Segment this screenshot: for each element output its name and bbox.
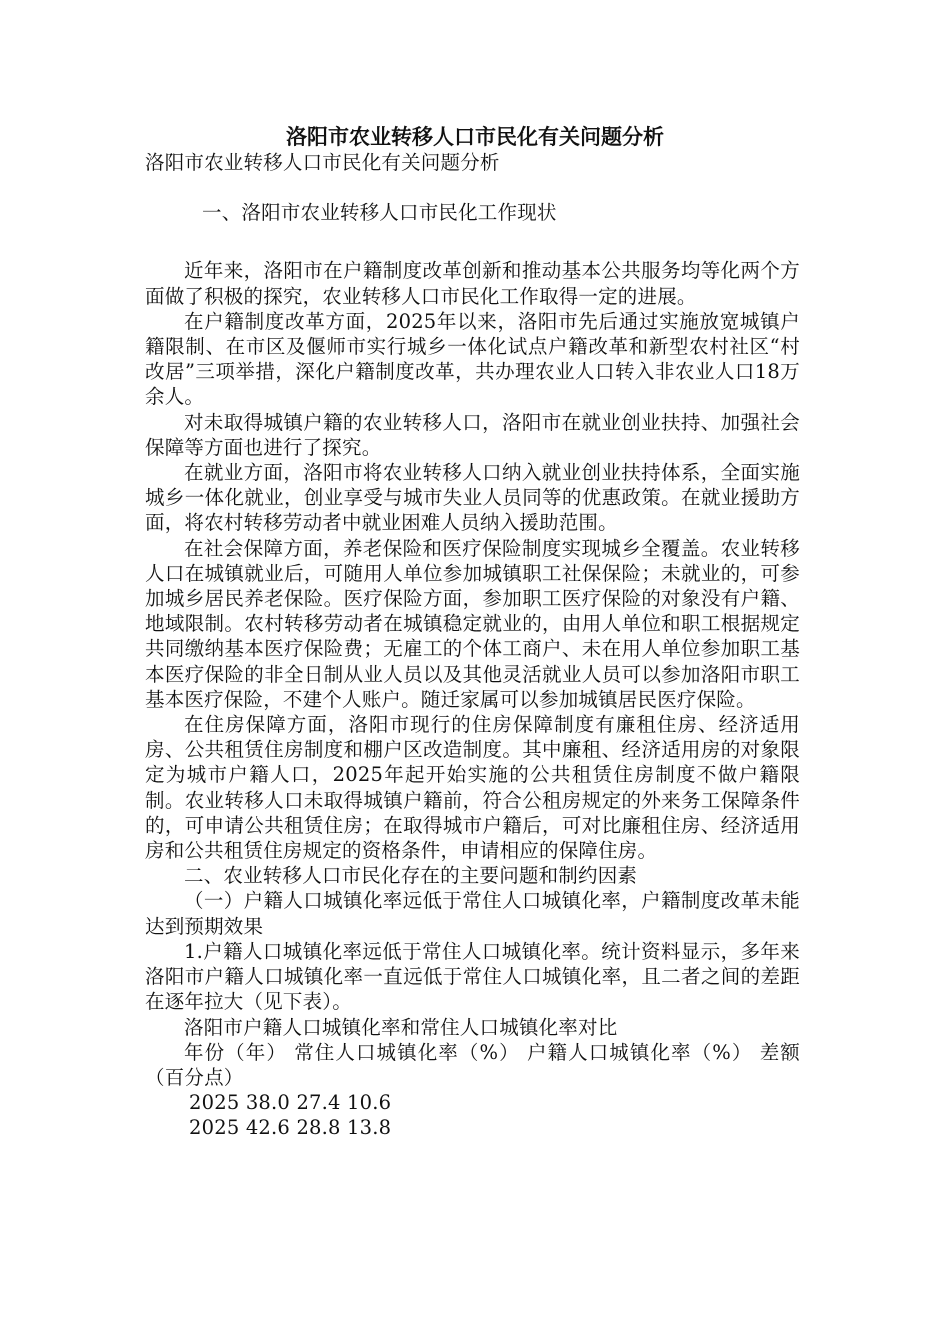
paragraph: 对未取得城镇户籍的农业转移人口，洛阳市在就业创业扶持、加强社会保障等方面也进行了探究。 [145,410,800,459]
document-title: 洛阳市农业转移人口市民化有关问题分析 [286,125,664,149]
document-subtitle: 洛阳市农业转移人口市民化有关问题分析 [145,151,500,174]
paragraph: 在社会保障方面，养老保险和医疗保险制度实现城乡全覆盖。农业转移人口在城镇就业后，可随用人单位参加城镇职工社保保险；未就业的，可参加城乡居民养老保险。医疗保险方面，参加职工医疗保险的对象没有户籍、地域限制。农村转移劳动者在城镇稳定就业的，由用人单位和职工根据规定共同缴纳基本医疗保险费；无雇工的个体工商户、未在用人单位参加职工基本医疗保险的非全日制从业人员以及其他灵活就业人员可以参加洛阳市职工基本医疗保险，不建个人账户。随迁家属可以参加城镇居民医疗保险。 [145,536,800,711]
section-heading: 一、洛阳市农业转移人口市民化工作现状 [202,201,557,225]
paragraph: 在户籍制度改革方面，2025年以来，洛阳市先后通过实施放宽城镇户籍限制、在市区及偃师市实行城乡一体化试点户籍改革和新型农村社区“村改居”三项举措，深化户籍制度改革，共办理农业人口转入非农业人口18万余人。 [145,309,800,409]
paragraph: 在住房保障方面，洛阳市现行的住房保障制度有廉租住房、经济适用房、公共租赁住房制度和棚户区改造制度。其中廉租、经济适用房的对象限定为城市户籍人口，2025年起开始实施的公共租赁住房制度不做户籍限制。农业转移人口未取得城镇户籍前，符合公租房规定的外来务工保障条件的，可申请公共租赁住房；在取得城市户籍后，可对比廉租住房、经济适用房和公共租赁住房规定的资格条件，申请相应的保障住房。 [145,713,800,863]
paragraph: 1.户籍人口城镇化率远低于常住人口城镇化率。统计资料显示，多年来洛阳市户籍人口城镇化率一直远低于常住人口城镇化率，且二者之间的差距在逐年拉大（见下表）。 [145,939,800,1014]
table-row: 2025 38.0 27.4 10.6 [189,1091,392,1115]
paragraph: 在就业方面，洛阳市将农业转移人口纳入就业创业扶持体系，全面实施城乡一体化就业，创业享受与城市失业人员同等的优惠政策。在就业援助方面，将农村转移劳动者中就业困难人员纳入援助范围。 [145,461,800,535]
table-caption: 洛阳市户籍人口城镇化率和常住人口城镇化率对比 [184,1015,618,1039]
table-row: 2025 42.6 28.8 13.8 [189,1116,392,1140]
section-heading: 二、农业转移人口市民化存在的主要问题和制约因素 [184,864,638,888]
paragraph: 近年来，洛阳市在户籍制度改革创新和推动基本公共服务均等化两个方面做了积极的探究，农业转移人口市民化工作取得一定的进展。 [145,259,800,308]
subsection-heading: （一）户籍人口城镇化率远低于常住人口城镇化率，户籍制度改革未能达到预期效果 [145,889,800,938]
document-body [145,150,800,1141]
table-header: 年份（年） 常住人口城镇化率（%） 户籍人口城镇化率（%） 差额（百分点） [145,1040,800,1089]
